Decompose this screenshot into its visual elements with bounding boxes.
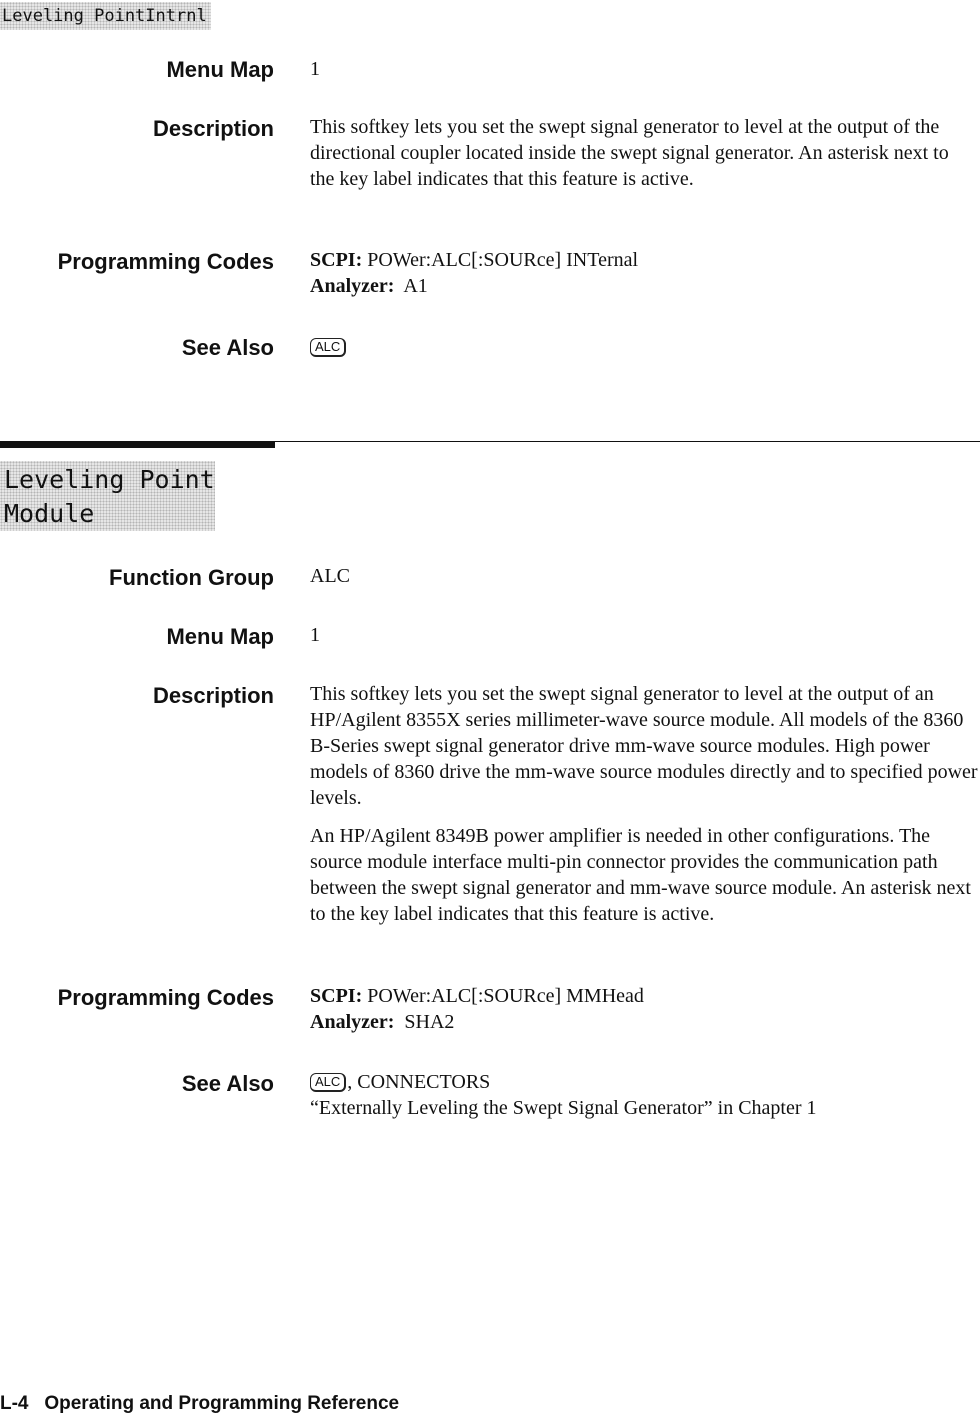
programming-codes [310, 983, 978, 1035]
page-number: L-4 [0, 1393, 29, 1414]
menu-map-value: 1 [310, 58, 320, 80]
page-footer [0, 1393, 399, 1415]
softkey-leveling-point-module [0, 461, 215, 531]
see-also-label: See Also [181, 335, 274, 360]
programming-codes-label: Programming Codes [57, 985, 274, 1010]
alc-key-icon: ALC [310, 1073, 346, 1092]
programming-codes-label: Programming Codes [57, 249, 274, 274]
section-divider-bar [0, 441, 275, 448]
programming-codes [310, 247, 978, 299]
description-label: Description [152, 683, 274, 708]
see-also-label: See Also [181, 1071, 274, 1096]
analyzer-value: A1 [403, 275, 428, 297]
see-also [310, 334, 978, 360]
analyzer-label: Analyzer: [310, 275, 395, 297]
analyzer-value: SHA2 [404, 1011, 455, 1033]
scpi-label: SCPI: [310, 985, 363, 1007]
footer-title: Operating and Programming Reference [44, 1393, 400, 1414]
menu-map-value: 1 [310, 624, 320, 646]
scpi-value: POWer:ALC[:SOURce] MMHead [367, 985, 644, 1007]
see-also-connectors: , CONNECTORS [347, 1071, 491, 1093]
softkey-leveling-point-intrnl: Leveling PointIntrnl [0, 2, 211, 30]
description-paragraph: An HP/Agilent 8349B power amplifier is needed in other configurations. The source module interface multi-pin connector provides the communication path between the swept signal generator and mm-wave source module. An asterisk next to the key label indicates that this feature is active. [310, 825, 971, 925]
description-text [310, 681, 978, 927]
description-label: Description [152, 116, 274, 141]
scpi-label: SCPI: [310, 249, 363, 271]
menu-map-label: Menu Map [166, 57, 274, 82]
scpi-value: POWer:ALC[:SOURce] INTernal [367, 249, 639, 271]
description-text [310, 114, 950, 192]
alc-key-icon: ALC [310, 338, 346, 357]
softkey-line-1: Leveling Point [4, 465, 215, 494]
function-group-label: Function Group [109, 565, 274, 590]
softkey-line-2: Module [4, 499, 95, 528]
menu-map-label: Menu Map [166, 624, 274, 649]
see-also-chapter-ref: “Externally Leveling the Swept Signal Generator” in Chapter 1 [310, 1097, 817, 1119]
description-paragraph: This softkey lets you set the swept signal generator to level at the output of an HP/Agilent 8355X series millimeter-wave source module. All models of the 8360 B-Series swept signal generator drive mm-wave source modules. High power models of 8360 drive the mm-wave source modules directly and to specified power levels. [310, 683, 978, 809]
analyzer-label: Analyzer: [310, 1011, 395, 1033]
see-also [310, 1069, 978, 1121]
description-paragraph: This softkey lets you set the swept signal generator to level at the output of the directional coupler located inside the swept signal generator. An asterisk next to the key label indicates that this feature is active. [310, 116, 949, 190]
function-group-value: ALC [310, 565, 350, 587]
